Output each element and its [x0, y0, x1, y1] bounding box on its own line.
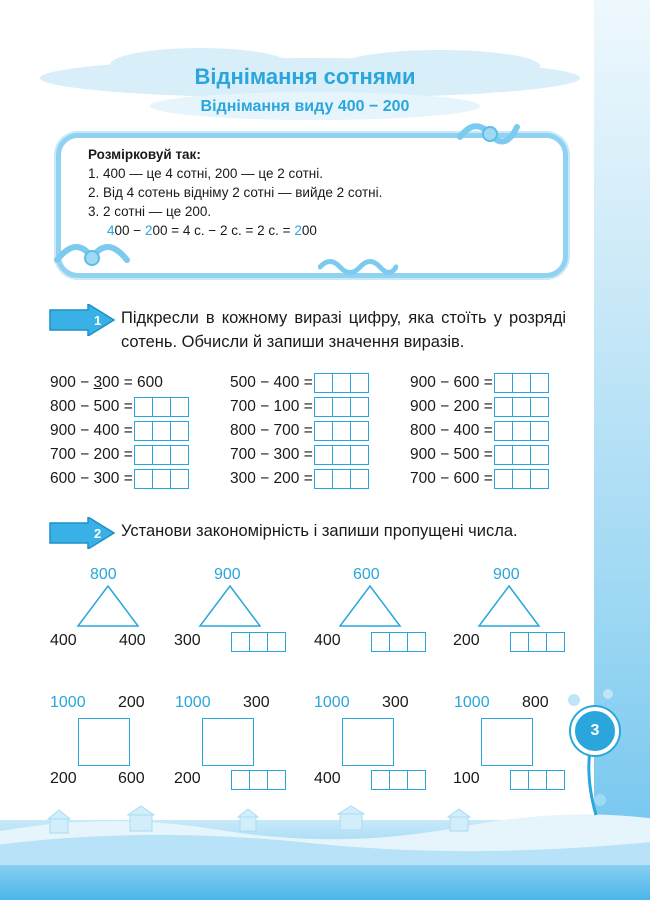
formula-part: − [129, 223, 145, 238]
formula-digit: 2 [294, 223, 302, 238]
answer-boxes[interactable] [314, 373, 369, 393]
answer-boxes[interactable] [371, 632, 426, 652]
triangle-left-number: 200 [453, 632, 480, 649]
triangle-top-number: 900 [493, 566, 520, 583]
answer-boxes[interactable] [134, 469, 189, 489]
expression: 300 − 200 = [230, 470, 313, 487]
square-top-right-number: 200 [118, 694, 145, 711]
square-bottom-left-number: 200 [50, 770, 77, 787]
page-subtitle: Віднімання виду 400 − 200 [200, 98, 410, 115]
square-top-left-number: 1000 [50, 694, 86, 711]
page-number-badge: 3 [571, 707, 619, 755]
answer-boxes[interactable] [231, 770, 286, 790]
task-1-number: 1 [94, 313, 102, 328]
expression: 700 − 200 = [50, 446, 133, 463]
triangle-top-number: 600 [353, 566, 380, 583]
expression: 700 − 300 = [230, 446, 313, 463]
formula-digit: 4 [107, 223, 115, 238]
task-1-arrow-icon [48, 304, 116, 336]
answer-boxes[interactable] [134, 421, 189, 441]
task-2-text: Установи закономірність і запиши пропущені числа. [121, 522, 518, 540]
answer-boxes[interactable] [314, 421, 369, 441]
square-top-left-number: 1000 [314, 694, 350, 711]
square-bottom-left-number: 400 [314, 770, 341, 787]
answer-boxes[interactable] [134, 397, 189, 417]
triangle-shape [198, 584, 262, 628]
expression: 500 − 400 = [230, 374, 313, 391]
answer-boxes[interactable] [494, 445, 549, 465]
triangle-shape [338, 584, 402, 628]
answer-boxes[interactable] [510, 632, 565, 652]
page-title: Віднімання сотнями [194, 64, 416, 89]
square-bottom-left-number: 200 [174, 770, 201, 787]
answer-boxes[interactable] [494, 469, 549, 489]
answer-boxes[interactable] [314, 397, 369, 417]
example-underlined-digit: 3 [93, 374, 103, 391]
bottom-village-illustration [0, 805, 650, 865]
answer-boxes[interactable] [510, 770, 565, 790]
answer-boxes[interactable] [231, 632, 286, 652]
example-part: 900 − [50, 374, 94, 391]
square-top-left-number: 1000 [454, 694, 490, 711]
expression: 800 − 500 = [50, 398, 133, 415]
answer-square[interactable] [481, 718, 533, 766]
expression: 700 − 600 = [410, 470, 493, 487]
triangle-top-number: 900 [214, 566, 241, 583]
formula-part: 00 [301, 223, 317, 238]
task-2-arrow-icon [48, 517, 116, 549]
expression: 800 − 700 = [230, 422, 313, 439]
expression: 900 − 600 = [410, 374, 493, 391]
triangle-left-number: 400 [314, 632, 341, 649]
rope-coil-icon [318, 254, 398, 280]
example-part: 00 = 600 [102, 374, 163, 391]
answer-boxes[interactable] [371, 770, 426, 790]
triangle-shape [477, 584, 541, 628]
rope-knot-icon [455, 112, 525, 162]
rule-heading: Розмірковуй так: [88, 147, 201, 162]
formula-part: = 4 с. − 2 с. = 2 с. = [167, 223, 295, 238]
expression: 800 − 400 = [410, 422, 493, 439]
formula-part: 00 [114, 223, 130, 238]
answer-boxes[interactable] [494, 397, 549, 417]
triangle-shape [76, 584, 140, 628]
expression: 900 − 400 = [50, 422, 133, 439]
formula-part: 00 [152, 223, 168, 238]
rule-line-2: 2. Від 4 сотень відніму 2 сотні — вийде 2 сотні. [88, 185, 383, 200]
rule-formula [107, 223, 317, 238]
triangle-left-number: 400 [50, 632, 77, 649]
expression: 600 − 300 = [50, 470, 133, 487]
answer-boxes[interactable] [134, 445, 189, 465]
triangle-top-number: 800 [90, 566, 117, 583]
square-top-right-number: 300 [243, 694, 270, 711]
answer-boxes[interactable] [494, 373, 549, 393]
square-top-left-number: 1000 [175, 694, 211, 711]
rule-line-3: 3. 2 сотні — це 200. [88, 204, 212, 219]
task-1-example [50, 373, 163, 393]
triangle-right-number: 400 [119, 632, 146, 649]
square-top-right-number: 300 [382, 694, 409, 711]
expression: 900 − 500 = [410, 446, 493, 463]
task-2-number: 2 [94, 526, 102, 541]
square-top-right-number: 800 [522, 694, 549, 711]
answer-boxes[interactable] [314, 445, 369, 465]
answer-boxes[interactable] [314, 469, 369, 489]
triangle-left-number: 300 [174, 632, 201, 649]
task-1-text: Підкресли в кожному виразі цифру, яка стоїть у розряді сотень. Обчисли й запиши значення виразів. [121, 309, 566, 351]
answer-square[interactable] [342, 718, 394, 766]
formula-digit: 2 [144, 223, 153, 238]
answer-square[interactable] [78, 718, 130, 766]
square-bottom-left-number: 100 [453, 770, 480, 787]
answer-square[interactable] [202, 718, 254, 766]
rule-line-1: 1. 400 — це 4 сотні, 200 — це 2 сотні. [88, 166, 324, 181]
expression: 700 − 100 = [230, 398, 313, 415]
expression: 900 − 200 = [410, 398, 493, 415]
square-bottom-right-number: 600 [118, 770, 145, 787]
answer-boxes[interactable] [494, 421, 549, 441]
